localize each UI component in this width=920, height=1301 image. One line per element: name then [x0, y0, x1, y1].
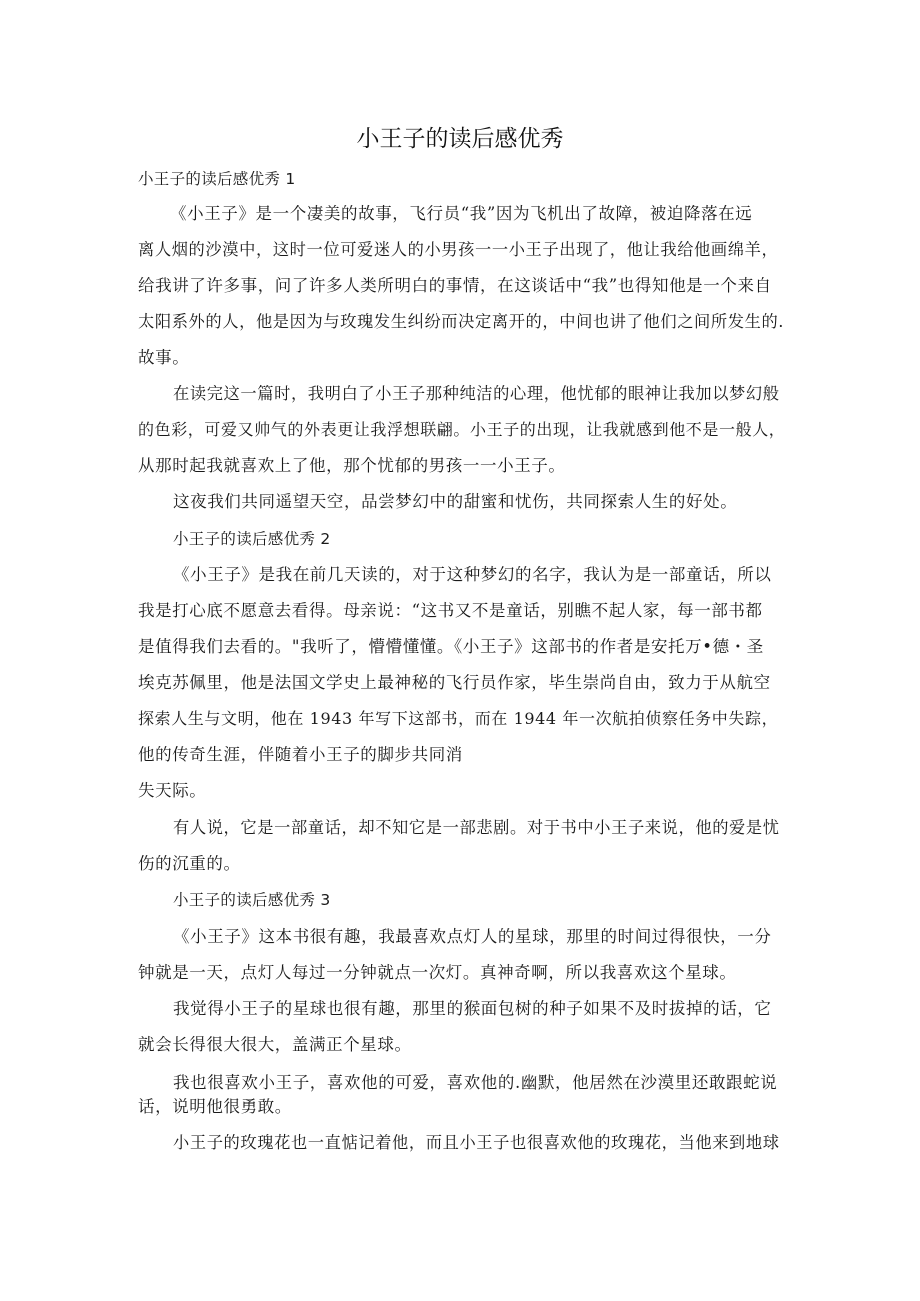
- text-line: 故事。: [138, 348, 190, 367]
- text-line: 伤的沉重的。: [138, 854, 241, 873]
- text-line: 给我讲了许多事，问了许多人类所明白的事情，在这谈话中“我”也得知他是一个来自: [138, 276, 772, 295]
- text-line: 离人烟的沙漠中，这时一位可爱迷人的小男孩一一小王子出现了，他让我给他画绵羊，: [138, 240, 779, 259]
- text-line: 就会长得很大很大，盖满正个星球。: [138, 1035, 412, 1054]
- section-heading-2: 小王子的读后感优秀 2: [173, 530, 331, 548]
- text-line: 话，说明他很勇敢。: [138, 1097, 292, 1116]
- text-line: 太阳系外的人，他是因为与玫瑰发生纠纷而决定离开的，中间也讲了他们之间所发生的.: [138, 312, 785, 331]
- text-line: 的色彩，可爱又帅气的外表更让我浮想联翩。小王子的出现，让我就感到他不是一般人，: [138, 420, 786, 439]
- text-line: 他的传奇生涯，伴随着小王子的脚步共同消: [138, 745, 463, 764]
- text-line: 是值得我们去看的。"我听了，懵懵懂懂。《小王子》这部书的作者是安托万•德・圣: [138, 637, 764, 656]
- section-heading-3: 小王子的读后感优秀 3: [173, 891, 331, 909]
- section-heading-1: 小王子的读后感优秀 1: [138, 170, 296, 188]
- text-line: 失天际。: [138, 781, 207, 800]
- text-line: 我也很喜欢小王子，喜欢他的可爱，喜欢他的.幽默，他居然在沙漠里还敢跟蛇说: [173, 1073, 778, 1092]
- page-title: 小王子的读后感优秀: [356, 126, 564, 152]
- text-line: 我觉得小王子的星球也很有趣，那里的猴面包树的种子如果不及时拔掉的话，它: [173, 999, 772, 1018]
- text-line: 在读完这一篇时，我明白了小王子那种纯洁的心理，他忧郁的眼神让我加以梦幻般: [173, 384, 780, 403]
- text-line: 从那时起我就喜欢上了他，那个忧郁的男孩一一小王子。: [138, 456, 566, 475]
- text-line: 埃克苏佩里，他是法国文学史上最神秘的飞行员作家，毕生崇尚自由，致力于从航空: [138, 673, 771, 692]
- text-line: 小王子的玫瑰花也一直惦记着他，而且小王子也很喜欢他的玫瑰花，当他来到地球: [173, 1133, 780, 1152]
- text-line: 探索人生与文明，他在 1943 年写下这部书，而在 1944 年一次航拍侦察任务中失踪，: [138, 709, 779, 728]
- text-line: 《小王子》这本书很有趣，我最喜欢点灯人的星球，那里的时间过得很快，一分: [173, 927, 772, 946]
- text-line: 《小王子》是一个凄美的故事，飞行员“我”因为飞机出了故障，被迫降落在远: [170, 204, 753, 223]
- text-line: 钟就是一天，点灯人每过一分钟就点一次灯。真神奇啊，所以我喜欢这个星球。: [138, 963, 737, 982]
- text-line: 有人说，它是一部童话，却不知它是一部悲剧。对于书中小王子来说，他的爱是忧: [173, 818, 780, 837]
- text-line: 我是打心底不愿意去看得。母亲说：“这书又不是童话，别瞧不起人家，每一部书都: [138, 601, 763, 620]
- text-line: 这夜我们共同遥望天空，品尝梦幻中的甜蜜和忧伤，共同探索人生的好处。: [173, 492, 738, 511]
- text-line: 《小王子》是我在前几天读的，对于这种梦幻的名字，我认为是一部童话，所以: [173, 565, 772, 584]
